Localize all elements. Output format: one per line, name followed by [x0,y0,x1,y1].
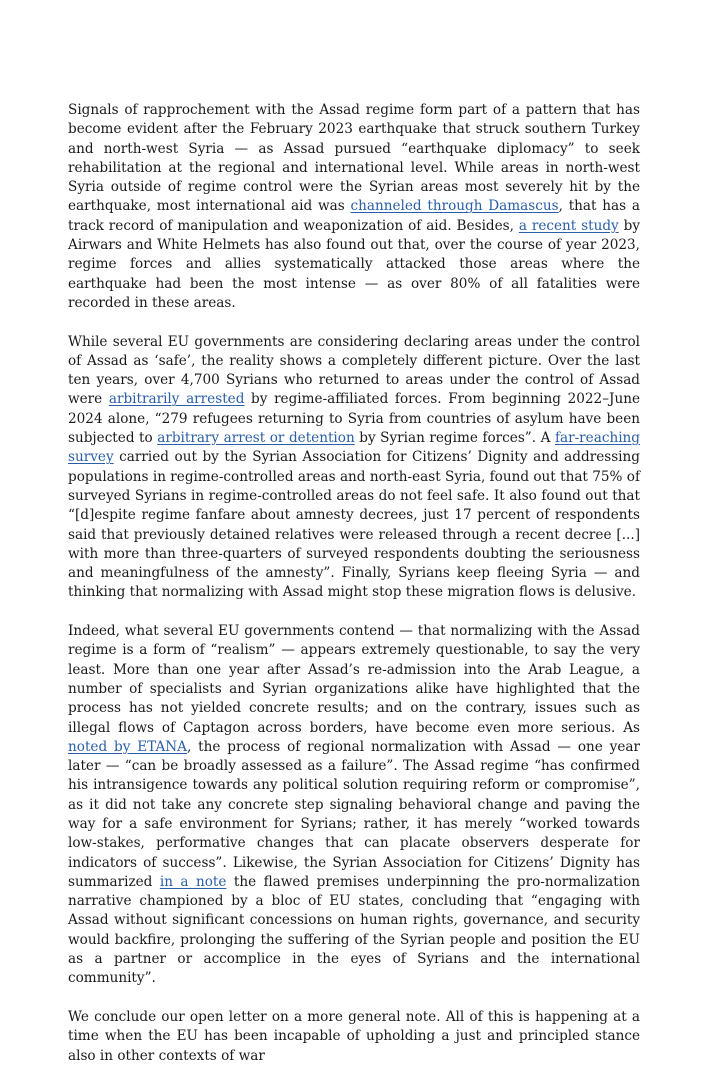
document-page [68,101,640,1085]
paragraph-realism [68,622,640,989]
paragraph-text: by Syrian regime forces”. A [354,430,555,447]
paragraph-earthquake-diplomacy [68,101,640,313]
paragraph-conclusion [68,1008,640,1066]
paragraph-text: the flawed premises underpinning the pro-normalization narrative championed by a bloc of EU states, concluding that “engaging with Assad without significant concessions on human rights, governance, and security would backfire, prolonging the suffering of the Syrian people and position the EU as a partner or accomplice in the eyes of Syrians and the international community”. [68,873,640,987]
paragraph-text: While several EU governments are considering declaring areas under the control of Assad as ‘safe’, the reality shows a completely different picture. Over the last ten years, over 4,700 Syrians who returned to areas under the control of Assad were [68,333,640,408]
paragraph-text: by regime-affiliated forces. From beginning 2022–June 2024 alone, “279 refugees returning to Syria from countries of asylum have been subjected to [68,391,641,447]
link-arbitrarily-arrested[interactable]: arbitrarily arrested [108,391,245,408]
link-far-reaching-survey[interactable]: far-reaching survey [68,430,641,466]
link-arbitrary-arrest-or-detention[interactable]: arbitrary arrest or detention [157,430,355,447]
link-in-a-note[interactable]: in a note [159,873,227,890]
paragraph-text: Signals of rapprochement with the Assad regime form part of a pattern that has become evident after the February 2023 earthquake that struck southern Turkey and north-west Syria — as Assad pursued “earthquake diplomacy” to seek rehabilitation at the regional and international level. While areas in north-west Syria outside of regime control were the Syrian areas most severely hit by the earthquake, most international aid was [68,102,640,215]
link-noted-by-etana[interactable]: noted by ETANA [68,738,187,755]
paragraph-text: We conclude our open letter on a more general note. All of this is happening at a time when the EU has been incapable of upholding a just and principled stance also in other contexts of war [68,1008,640,1064]
paragraph-text: Indeed, what several EU governments contend — that normalizing with the Assad regime is a form of “realism” — appears extremely questionable, to say the very least. More than one year after Assad’s re-admission into the Arab League, a number of specialists and Syrian organizations alike have highlighted that the process has not yielded concrete results; and on the contrary, issues such as illegal flows of Captagon across borders, have become even more serious. As [68,623,640,736]
paragraph-text: by Airwars and White Helmets has also found out that, over the course of year 2023, regime forces and allies systematically attacked those areas where the earthquake had been the most intense — as over 80% of all fatalities were recorded in these areas. [68,217,641,311]
paragraph-safe-areas [68,333,640,603]
link-a-recent-study[interactable]: a recent study [518,217,619,234]
paragraph-text: carried out by the Syrian Association for Citizens’ Dignity and addressing populations in regime-controlled areas and north-east Syria, found out that 75% of surveyed Syrians in regime-controlled areas do not feel safe. It also found out that “[d]espite regime fanfare about amnesty decrees, just 17 percent of respondents said that previously detained relatives were released through a recent decree [...] with more than three-quarters of surveyed respondents doubting the seriousness and meaningfulness of the amnesty”. Finally, Syrians keep fleeing Syria — and thinking that normalizing with Assad might stop these migration flows is delusive. [68,449,640,601]
link-channeled-through-damascus[interactable]: channeled through Damascus [350,198,559,215]
paragraph-text: , the process of regional normalization with Assad — one year later — “can be broadly assessed as a failure”. The Assad regime “has confirmed his intransigence towards any political solution requiring reform or compromise”, as it did not take any concrete step signaling behavioral change and paving the way for a safe environment for Syrians; rather, it has merely “worked towards low-stakes, performative changes that can placate observers desperate for indicators of success”. Likewise, the Syrian Association for Citizens’ Dignity has summarized [68,738,641,890]
paragraph-text: , that has a track record of manipulation and weaponization of aid. Besides, [68,198,640,234]
